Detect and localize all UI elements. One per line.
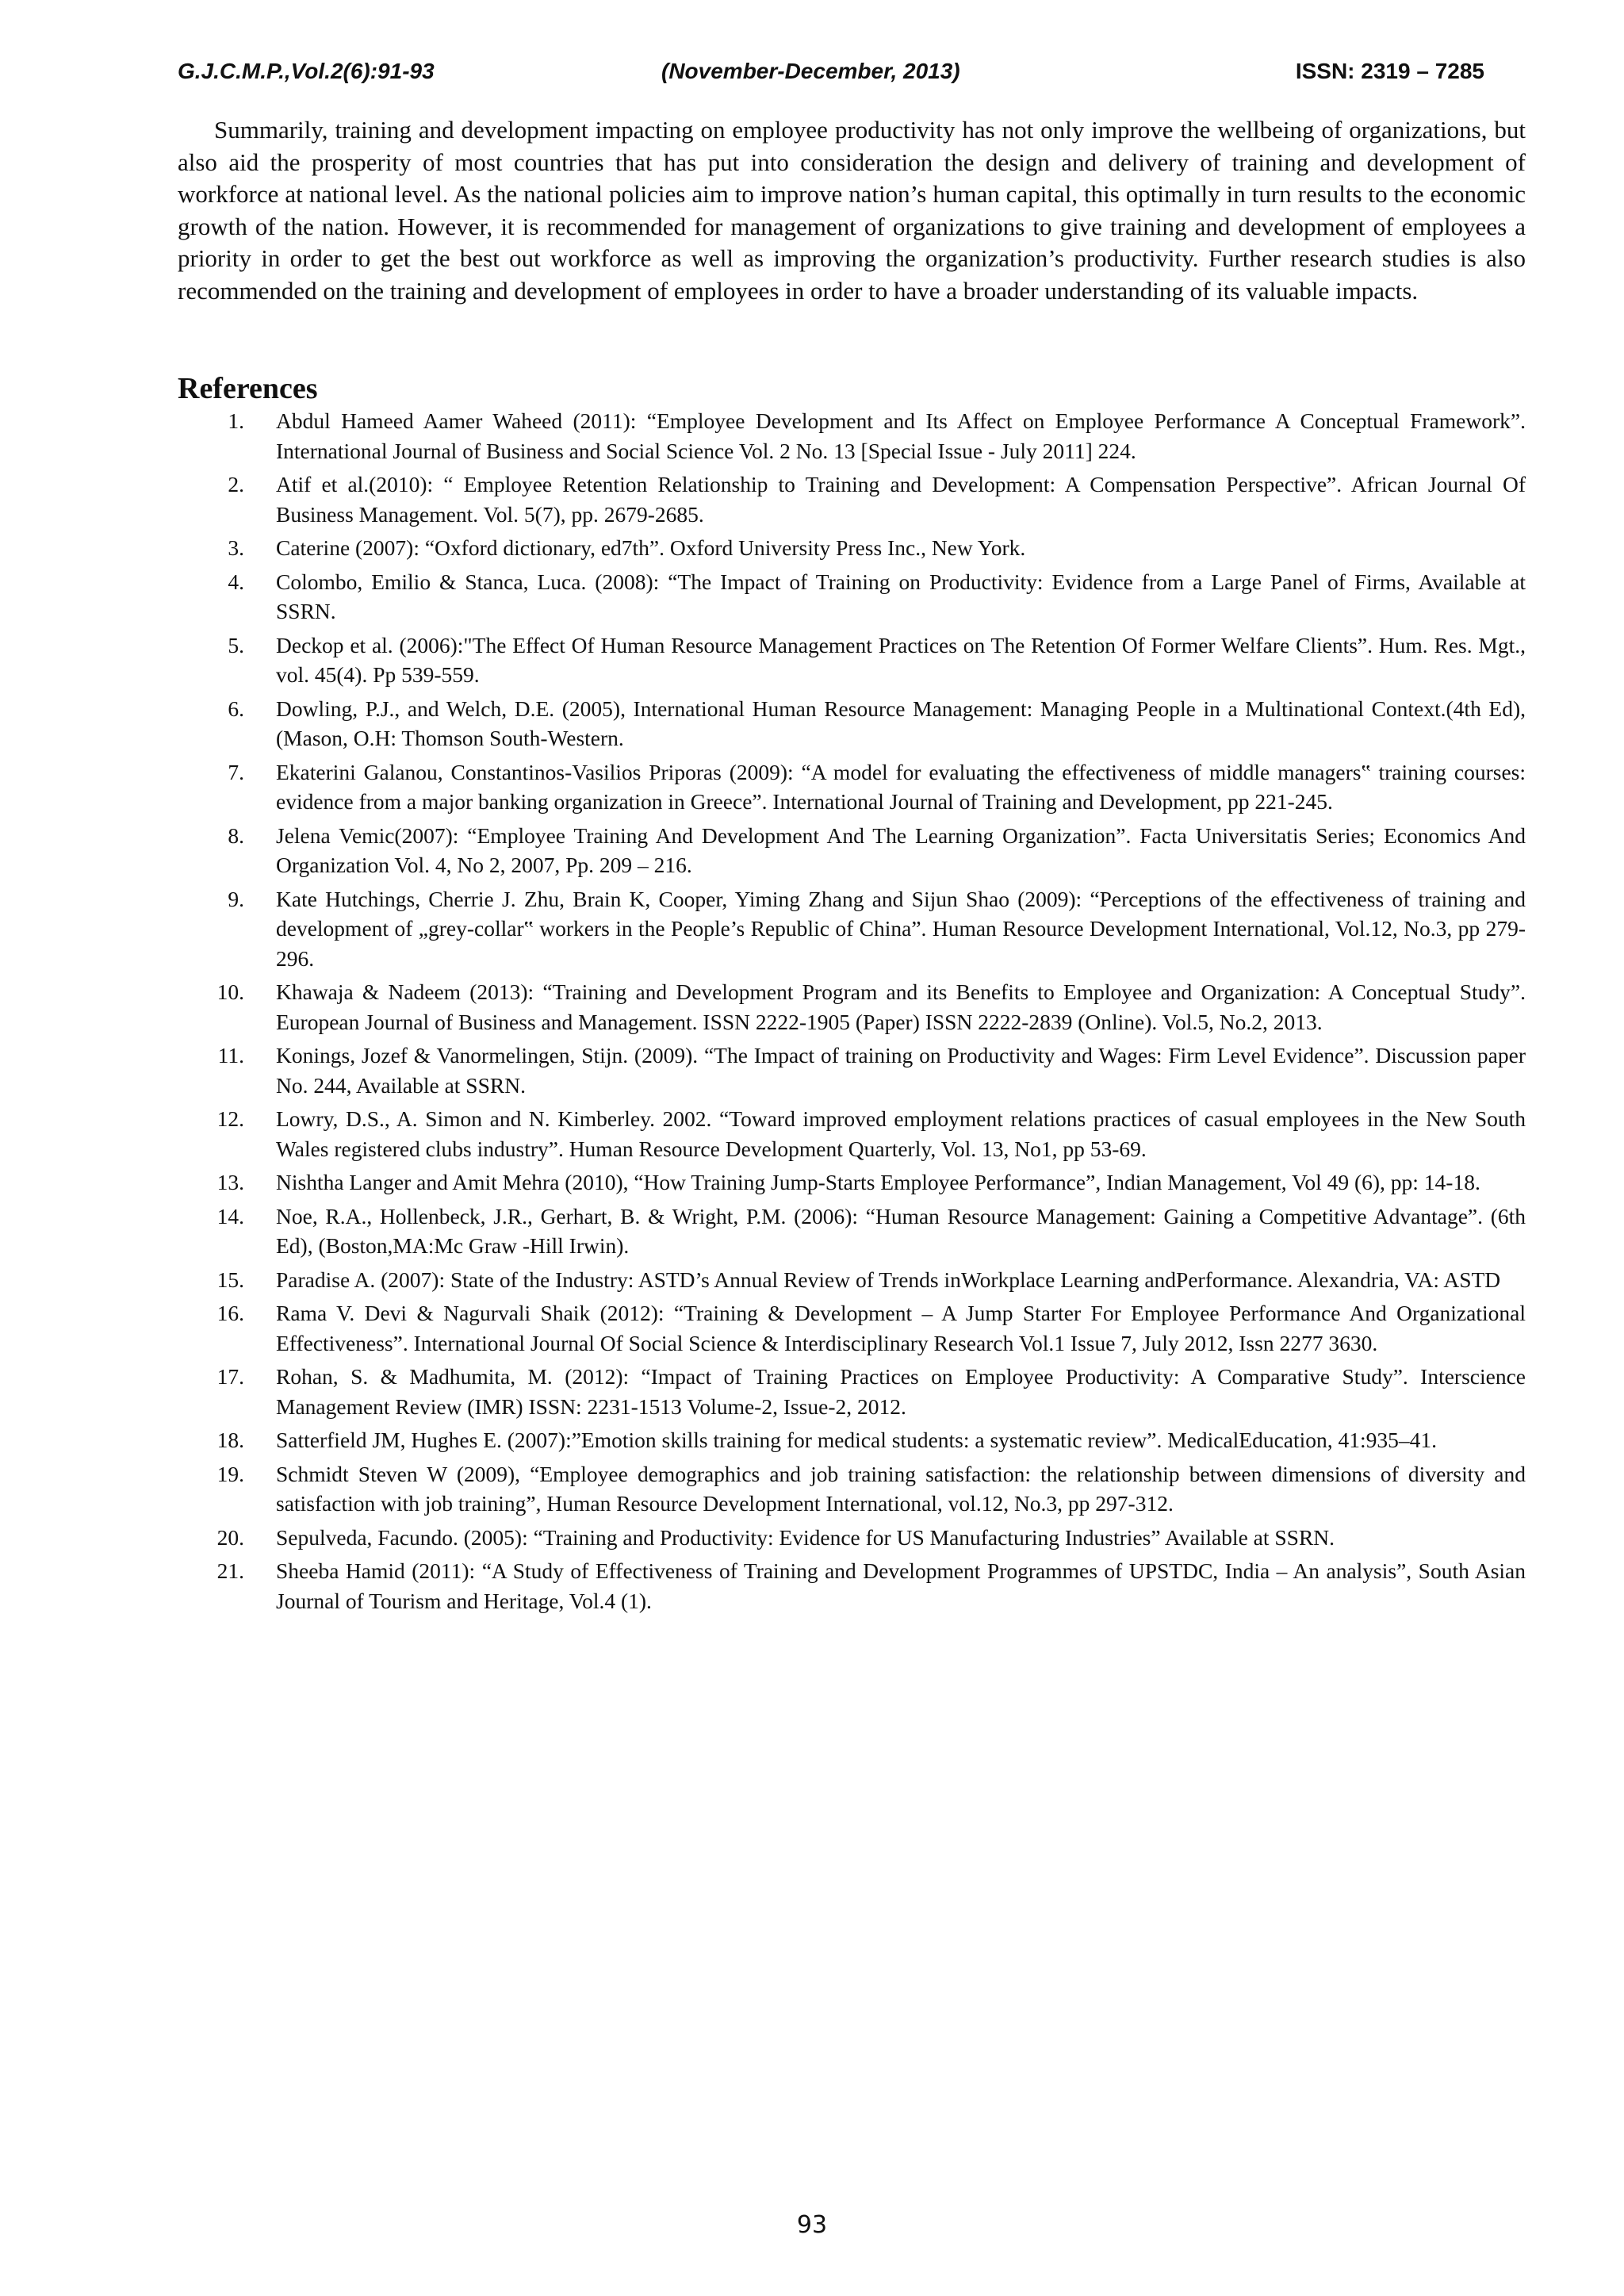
reference-number: 21. — [216, 1558, 244, 1583]
reference-item — [178, 977, 1526, 1037]
references-heading: References — [178, 372, 318, 405]
issn: ISSN: 2319 – 7285 — [1295, 59, 1484, 83]
reference-item — [178, 567, 1526, 627]
reference-number: 5. — [228, 632, 244, 657]
reference-number: 15. — [216, 1267, 244, 1292]
reference-item — [178, 1523, 1526, 1553]
reference-number: 20. — [216, 1524, 244, 1550]
reference-item — [178, 470, 1526, 529]
reference-number: 18. — [216, 1428, 244, 1452]
reference-text: Khawaja & Nadeem (2013): “Training and Development Program and its Benefits to Employee and Organization: A Conceptual Study”. European Journal of Business and Management. ISSN 2222-1905 (Paper) ISSN 2222-2839 (Online). Vol.5, No.2, 2013. — [276, 979, 1526, 1034]
reference-item — [178, 1425, 1526, 1455]
reference-number: 19. — [216, 1461, 244, 1486]
reference-item — [178, 1202, 1526, 1261]
reference-item — [178, 1298, 1526, 1358]
reference-number: 9. — [228, 886, 244, 911]
reference-item — [178, 694, 1526, 753]
reference-item — [178, 1459, 1526, 1519]
reference-text: Atif et al.(2010): “ Employee Retention Relationship to Training and Development: A Compensation Perspective”. African Journal Of Business Management. Vol. 5(7), pp. 2679-2685. — [276, 472, 1526, 527]
reference-number: 16. — [216, 1301, 244, 1325]
reference-item — [178, 821, 1526, 880]
reference-text: Dowling, P.J., and Welch, D.E. (2005), International Human Resource Management: Managing People in a Multinational Context.(4th Ed), (Mason, O.H: Thomson South-Western. — [276, 696, 1526, 750]
reference-text: Jelena Vemic(2007): “Employee Training And Development And The Learning Organization”. Facta Universitatis Series; Economics And Organization Vol. 4, No 2, 2007, Pp. 209 – 216. — [276, 822, 1526, 877]
reference-text: Caterine (2007): “Oxford dictionary, ed7th”. Oxford University Press Inc., New York. — [276, 535, 1026, 560]
reference-item — [178, 1167, 1526, 1198]
reference-number: 12. — [216, 1106, 244, 1131]
reference-number: 4. — [228, 569, 244, 594]
reference-item — [178, 1556, 1526, 1616]
reference-text: Schmidt Steven W (2009), “Employee demographics and job training satisfaction: the relationship between dimensions of diversity and satisfaction with job training”, Human Resource Development International, vol.12, No.3, pp 297-312. — [276, 1461, 1526, 1516]
reference-item — [178, 1362, 1526, 1421]
conclusion-paragraph: Summarily, training and development impacting on employee productivity has not only improve the wellbeing of organizations, but also aid the prosperity of most countries that has put into consideration the design and delivery of training and development of workforce at national level. As the national policies aim to improve nation’s human capital, this optimally in turn results to the economic growth of the nation. However, it is recommended for management of organizations to give training and development of employees a priority in order to get the best out workforce as well as improving the organization’s productivity. Further research studies is also recommended on the training and development of employees in order to have a broader understanding of its valuable impacts. — [178, 116, 1526, 305]
reference-text: Deckop et al. (2006):"The Effect Of Human Resource Management Practices on The Retention Of Former Welfare Clients”. Hum. Res. Mgt., vol. 45(4). Pp 539-559. — [276, 632, 1526, 687]
reference-number: 2. — [228, 472, 244, 496]
reference-item — [178, 406, 1526, 466]
reference-number: 8. — [228, 822, 244, 848]
reference-number: 3. — [228, 535, 244, 560]
page-number: 93 — [796, 2211, 828, 2239]
reference-text: Abdul Hameed Aamer Waheed (2011): “Employee Development and Its Affect on Employee Performance A Conceptual Framework”. International Journal of Business and Social Science Vol. 2 No. 13 [Special Issue - July 2011] 224. — [276, 408, 1526, 463]
reference-number: 17. — [216, 1364, 244, 1389]
reference-number: 11. — [217, 1043, 244, 1068]
running-header — [178, 59, 1484, 90]
reference-item — [178, 1104, 1526, 1163]
references-list — [178, 406, 1526, 1619]
reference-text: Rohan, S. & Madhumita, M. (2012): “Impact of Training Practices on Employee Productivity: A Comparative Study”. Interscience Management Review (IMR) ISSN: 2231-1513 Volume-2, Issue-2, 2012. — [276, 1364, 1526, 1419]
reference-text: Rama V. Devi & Nagurvali Shaik (2012): “Training & Development – A Jump Starter For Employee Performance And Organizational Effectiveness”. International Journal Of Social Science & Interdisciplinary Research Vol.1 Issue 7, July 2012, Issn 2277 3630. — [276, 1301, 1526, 1355]
reference-number: 1. — [228, 408, 244, 433]
reference-item — [178, 884, 1526, 974]
reference-text: Lowry, D.S., A. Simon and N. Kimberley. 2002. “Toward improved employment relations practices of casual employees in the New South Wales registered clubs industry”. Human Resource Development Quarterly, Vol. 13, No1, pp 53-69. — [276, 1106, 1526, 1161]
reference-text: Sepulveda, Facundo. (2005): “Training and Productivity: Evidence for US Manufacturing Industries” Available at SSRN. — [276, 1524, 1335, 1550]
reference-number: 6. — [228, 696, 244, 721]
issue-date: (November-December, 2013) — [661, 59, 960, 83]
reference-number: 13. — [216, 1170, 244, 1194]
reference-item — [178, 1265, 1526, 1295]
reference-item — [178, 757, 1526, 817]
reference-text: Noe, R.A., Hollenbeck, J.R., Gerhart, B. & Wright, P.M. (2006): “Human Resource Management: Gaining a Competitive Advantage”. (6th Ed), (Boston,MA:Mc Graw -Hill Irwin). — [276, 1203, 1526, 1258]
reference-number: 14. — [216, 1203, 244, 1228]
reference-text: Kate Hutchings, Cherrie J. Zhu, Brain K, Cooper, Yiming Zhang and Sijun Shao (2009): “Perceptions of the effectiveness of training and development of „grey-collar‟ workers in the People’s Republic of China”. Human Resource Development International, Vol.12, No.3, pp 279-296. — [276, 886, 1526, 971]
reference-text: Satterfield JM, Hughes E. (2007):”Emotion skills training for medical students: a systematic review”. MedicalEducation, 41:935–41. — [276, 1428, 1438, 1452]
reference-text: Ekaterini Galanou, Constantinos-Vasilios Priporas (2009): “A model for evaluating the effectiveness of middle managers‟ training courses: evidence from a major banking organization in Greece”. International Journal of Training and Development, pp 221-245. — [276, 759, 1526, 814]
reference-number: 7. — [228, 759, 244, 784]
reference-item — [178, 1041, 1526, 1100]
reference-text: Konings, Jozef & Vanormelingen, Stijn. (2009). “The Impact of training on Productivity and Wages: Firm Level Evidence”. Discussion paper No. 244, Available at SSRN. — [276, 1043, 1526, 1098]
reference-text: Sheeba Hamid (2011): “A Study of Effectiveness of Training and Development Programmes of UPSTDC, India – An analysis”, South Asian Journal of Tourism and Heritage, Vol.4 (1). — [276, 1558, 1526, 1613]
reference-item — [178, 631, 1526, 690]
reference-text: Colombo, Emilio & Stanca, Luca. (2008): “The Impact of Training on Productivity: Evidence from a Large Panel of Firms, Available at SSRN. — [276, 569, 1526, 623]
journal-citation: G.J.C.M.P.,Vol.2(6):91-93 — [178, 59, 435, 83]
reference-item — [178, 533, 1526, 563]
reference-number: 10. — [216, 979, 244, 1004]
reference-text: Nishtha Langer and Amit Mehra (2010), “How Training Jump-Starts Employee Performance”, Indian Management, Vol 49 (6), pp: 14-18. — [276, 1170, 1480, 1194]
reference-text: Paradise A. (2007): State of the Industry: ASTD’s Annual Review of Trends inWorkplace Learning andPerformance. Alexandria, VA: ASTD — [276, 1267, 1501, 1292]
